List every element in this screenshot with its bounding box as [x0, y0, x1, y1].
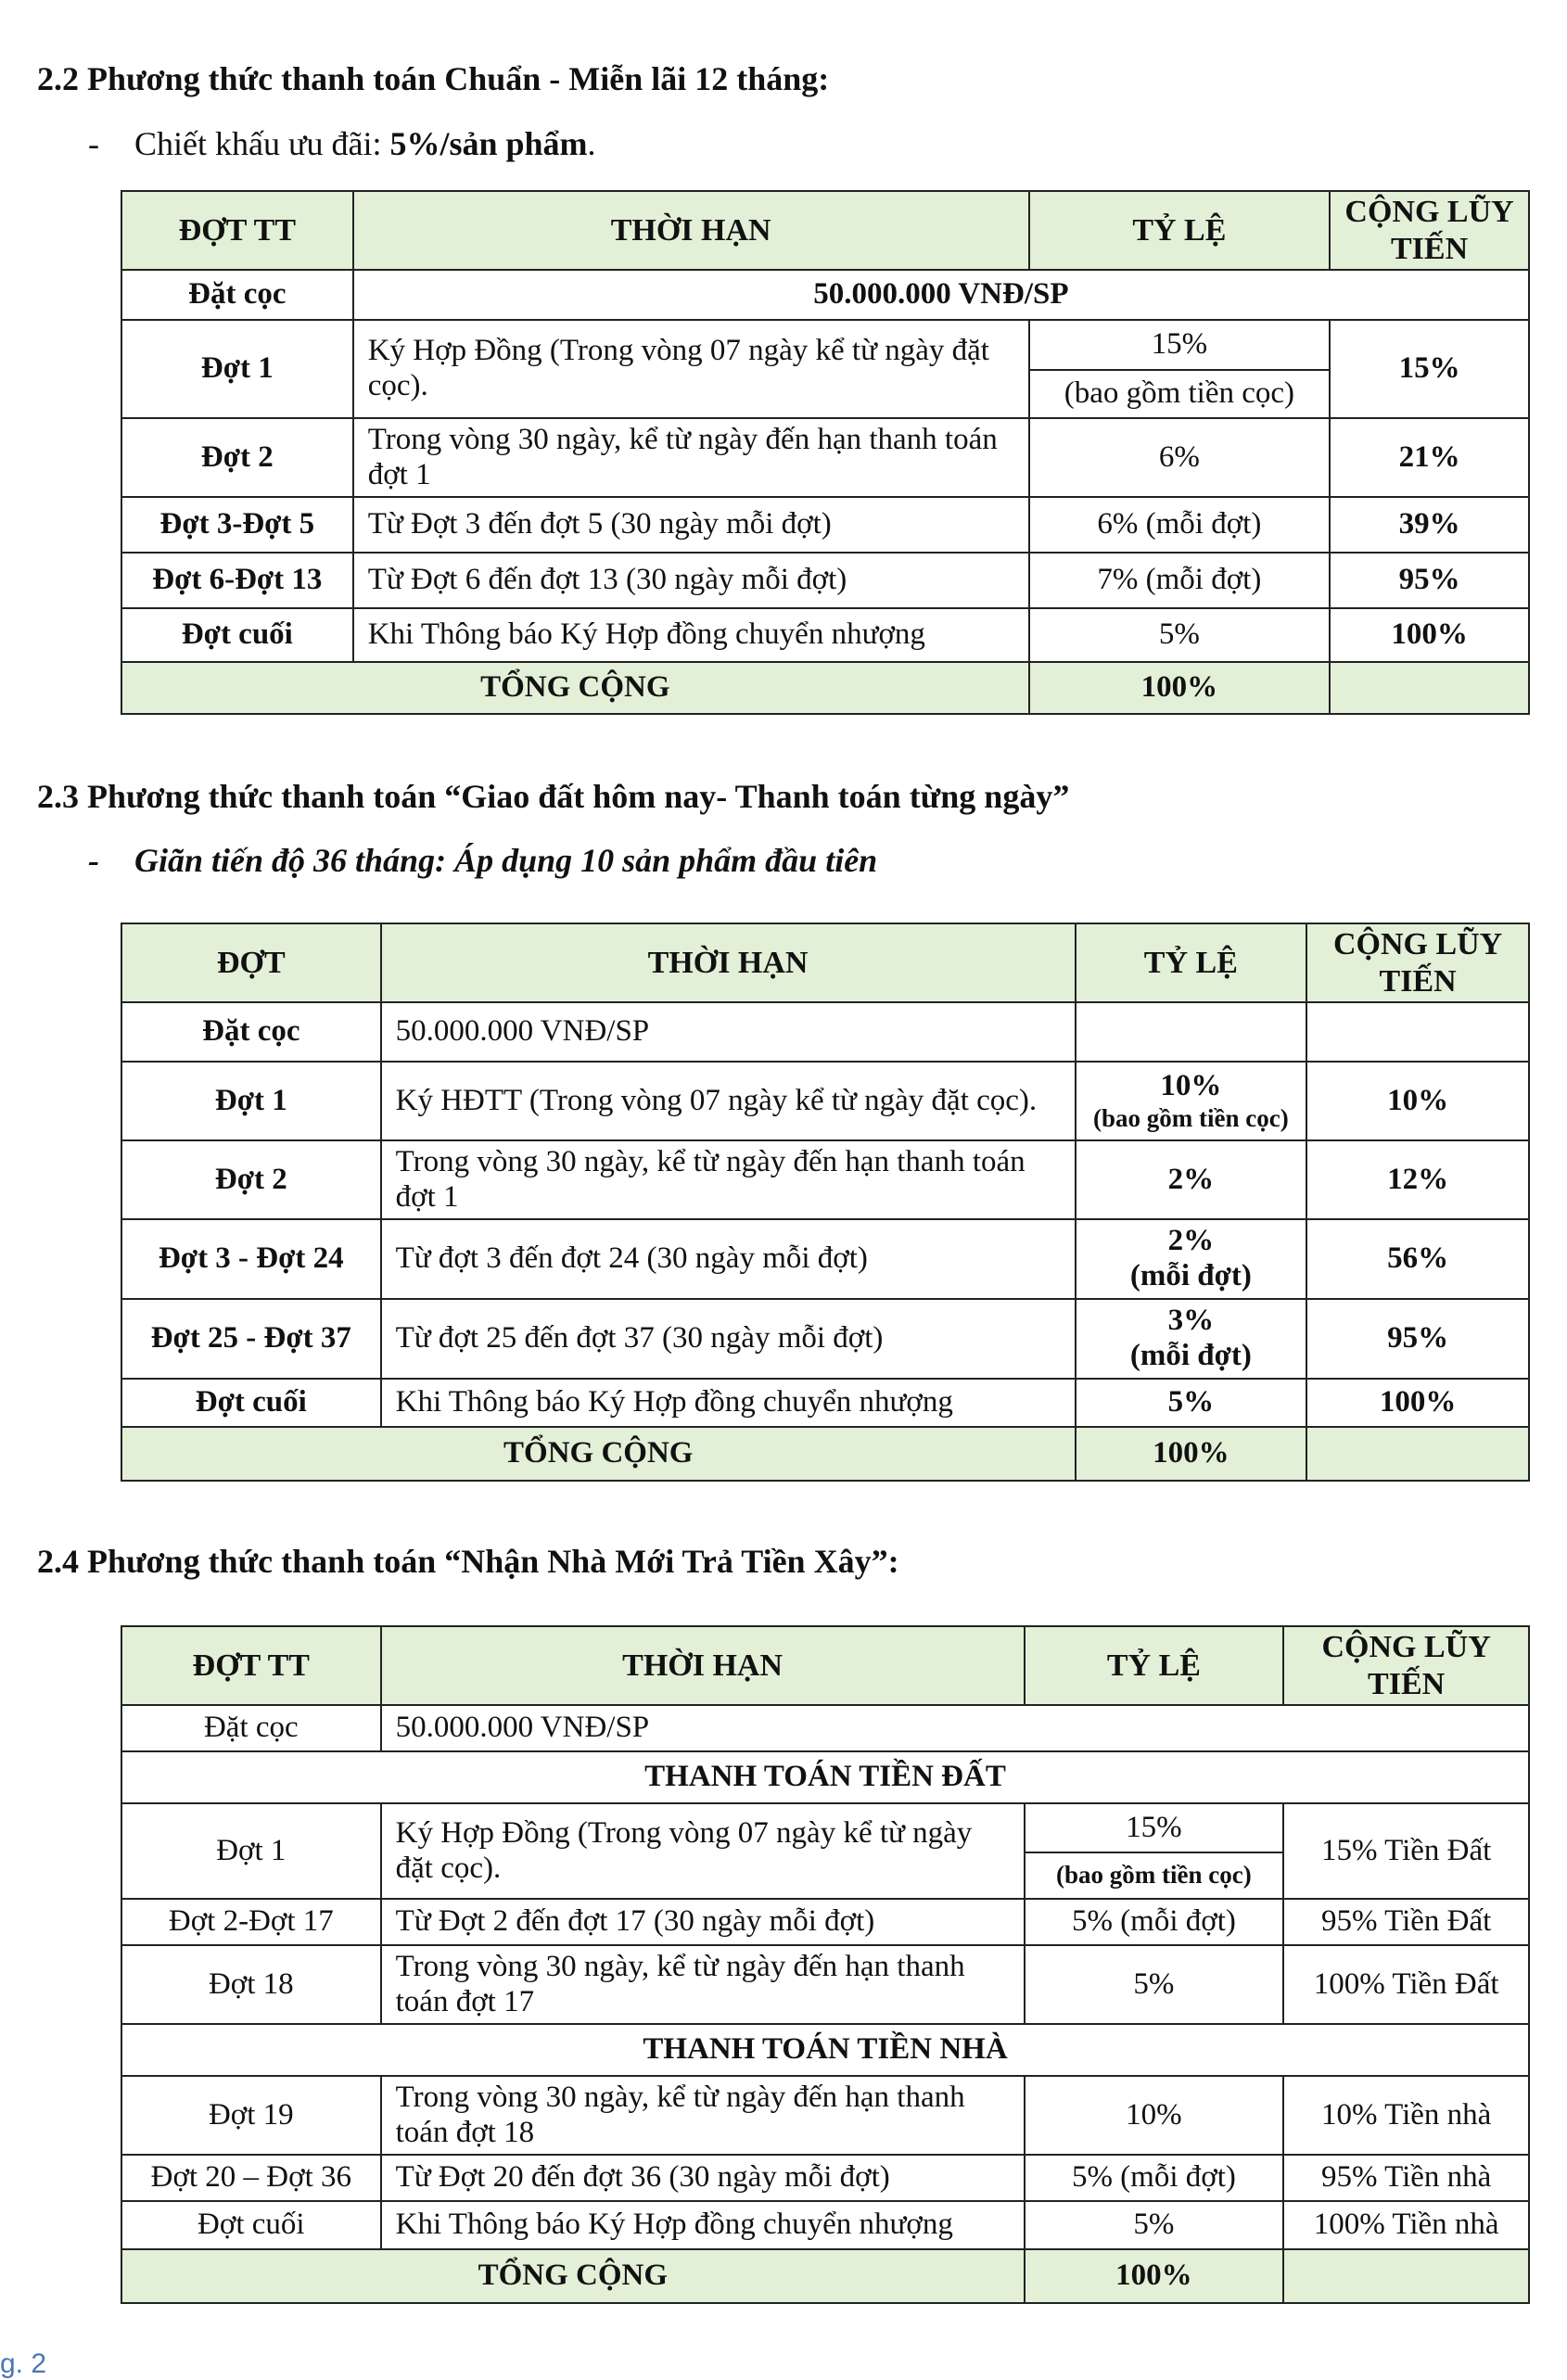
row-rate: 15% — [1029, 320, 1331, 370]
row-dot: Đợt 18 — [121, 1945, 381, 2024]
deposit-label: Đặt cọc — [121, 270, 353, 320]
table-row — [121, 320, 1529, 370]
row-rate: 5% — [1029, 608, 1331, 662]
land-payment-title: THANH TOÁN TIỀN ĐẤT — [121, 1751, 1529, 1803]
bullet-prefix: Chiết khấu ưu đãi: — [134, 125, 390, 162]
row-cum: 100% — [1330, 608, 1529, 662]
row-cum: 100% Tiền nhà — [1283, 2201, 1529, 2249]
header-cell: ĐỢT TT — [121, 191, 353, 270]
table-row — [121, 1140, 1529, 1219]
row-rate: 5% (mỗi đợt) — [1025, 2155, 1284, 2201]
row-dot: Đợt 3-Đợt 5 — [121, 497, 353, 553]
row-time: Từ Đợt 2 đến đợt 17 (30 ngày mỗi đợt) — [381, 1899, 1025, 1945]
row-rate-note: (bao gồm tiền cọc) — [1029, 370, 1331, 418]
table-row — [121, 1899, 1529, 1945]
table-row — [121, 1219, 1529, 1299]
total-empty — [1283, 2249, 1529, 2303]
table-row — [121, 1299, 1529, 1379]
row-dot: Đợt cuối — [121, 1379, 381, 1427]
bullet-bold: 5%/sản phẩm — [389, 125, 588, 162]
row-dot: Đợt cuối — [121, 2201, 381, 2249]
table-header-row — [121, 191, 1529, 270]
total-value: 100% — [1076, 1427, 1307, 1481]
row-time: Ký Hợp Đồng (Trong vòng 07 ngày kể từ ngày đặt cọc). — [353, 320, 1029, 418]
table-row — [121, 1945, 1529, 2024]
table-row — [121, 1803, 1529, 1852]
total-empty — [1306, 1427, 1529, 1481]
header-cell: THỜI HẠN — [353, 191, 1029, 270]
row-dot: Đợt 2 — [121, 1140, 381, 1219]
section-2-2-bullet: - Chiết khấu ưu đãi: 5%/sản phẩm. — [88, 125, 596, 162]
row-dot: Đợt 25 - Đợt 37 — [121, 1299, 381, 1379]
payment-table-2-2 — [121, 190, 1530, 715]
row-dot: Đợt 2 — [121, 418, 353, 497]
row-rate-cell — [1076, 1062, 1307, 1140]
header-cell: CỘNG LŨY TIẾN — [1330, 191, 1529, 270]
bullet-text: Giãn tiến độ 36 tháng: Áp dụng 10 sản phẩm đầu tiên — [134, 842, 878, 879]
row-dot: Đợt 1 — [121, 1062, 381, 1140]
section-2-2-heading: 2.2 Phương thức thanh toán Chuẩn - Miễn lãi 12 tháng: — [37, 60, 830, 97]
row-time: Ký HĐTT (Trong vòng 07 ngày kể từ ngày đặt cọc). — [381, 1062, 1076, 1140]
row-rate: 5% — [1076, 1379, 1307, 1427]
row-time: Khi Thông báo Ký Hợp đồng chuyển nhượng — [353, 608, 1029, 662]
row-rate: 7% (mỗi đợt) — [1029, 553, 1331, 608]
deposit-value: 50.000.000 VNĐ/SP — [381, 1002, 1076, 1062]
deposit-row — [121, 1002, 1529, 1062]
row-time: Từ đợt 25 đến đợt 37 (30 ngày mỗi đợt) — [381, 1299, 1076, 1379]
section-row — [121, 2024, 1529, 2076]
header-cell: TỶ LỆ — [1029, 191, 1331, 270]
header-cell: THỜI HẠN — [381, 923, 1076, 1002]
table-header-row — [121, 923, 1529, 1002]
header-cell: THỜI HẠN — [381, 1626, 1025, 1705]
row-time: Trong vòng 30 ngày, kể từ ngày đến hạn thanh toán đợt 18 — [381, 2076, 1025, 2155]
table-row — [121, 497, 1529, 553]
row-time: Ký Hợp Đồng (Trong vòng 07 ngày kể từ ngày đặt cọc). — [381, 1803, 1025, 1899]
section-2-4-heading: 2.4 Phương thức thanh toán “Nhận Nhà Mới Trả Tiền Xây”: — [37, 1543, 899, 1580]
row-cum: 12% — [1306, 1140, 1529, 1219]
total-label: TỔNG CỘNG — [121, 1427, 1076, 1481]
row-dot: Đợt 20 – Đợt 36 — [121, 2155, 381, 2201]
table-row — [121, 2201, 1529, 2249]
row-rate: 15% — [1025, 1803, 1284, 1852]
row-dot: Đợt 2-Đợt 17 — [121, 1899, 381, 1945]
row-rate-cell — [1076, 1299, 1307, 1379]
row-time: Từ đợt 3 đến đợt 24 (30 ngày mỗi đợt) — [381, 1219, 1076, 1299]
empty-cell — [1076, 1002, 1307, 1062]
row-rate: 5% — [1025, 1945, 1284, 2024]
total-row — [121, 1427, 1529, 1481]
row-time: Trong vòng 30 ngày, kể từ ngày đến hạn thanh toán đợt 1 — [381, 1140, 1076, 1219]
row-rate-note: (mỗi đợt) — [1129, 1259, 1252, 1292]
section-2-3-bullet: - Giãn tiến độ 36 tháng: Áp dụng 10 sản phẩm đầu tiên — [88, 842, 878, 879]
house-payment-title: THANH TOÁN TIỀN NHÀ — [121, 2024, 1529, 2076]
total-row — [121, 662, 1529, 714]
row-dot: Đợt 1 — [121, 1803, 381, 1899]
table-row — [121, 2155, 1529, 2201]
row-cum: 15% — [1330, 320, 1529, 418]
header-cell: TỶ LỆ — [1025, 1626, 1284, 1705]
row-dot: Đợt 6-Đợt 13 — [121, 553, 353, 608]
table-row — [121, 1062, 1529, 1140]
deposit-row — [121, 270, 1529, 320]
row-rate: 6% — [1029, 418, 1331, 497]
header-cell: ĐỢT TT — [121, 1626, 381, 1705]
total-empty — [1330, 662, 1529, 714]
table-header-row — [121, 1626, 1529, 1705]
row-rate: 2% — [1167, 1224, 1215, 1258]
total-value: 100% — [1029, 662, 1331, 714]
deposit-value: 50.000.000 VNĐ/SP — [381, 1705, 1529, 1751]
row-rate: 5% (mỗi đợt) — [1025, 1899, 1284, 1945]
row-dot: Đợt 1 — [121, 320, 353, 418]
row-dot: Đợt 3 - Đợt 24 — [121, 1219, 381, 1299]
row-rate: 3% — [1167, 1304, 1215, 1338]
row-rate: 5% — [1025, 2201, 1284, 2249]
header-cell: TỶ LỆ — [1076, 923, 1307, 1002]
payment-table-2-3 — [121, 923, 1530, 1482]
row-time: Từ Đợt 6 đến đợt 13 (30 ngày mỗi đợt) — [353, 553, 1029, 608]
row-time: Từ Đợt 3 đến đợt 5 (30 ngày mỗi đợt) — [353, 497, 1029, 553]
deposit-value: 50.000.000 VNĐ/SP — [353, 270, 1529, 320]
row-rate-note: (mỗi đợt) — [1129, 1339, 1252, 1372]
row-cum: 100% — [1306, 1379, 1529, 1427]
table-row — [121, 2076, 1529, 2155]
deposit-label: Đặt cọc — [121, 1705, 381, 1751]
deposit-row — [121, 1705, 1529, 1751]
table-row — [121, 553, 1529, 608]
section-2-3-heading: 2.3 Phương thức thanh toán “Giao đất hôm nay- Thanh toán từng ngày” — [37, 778, 1070, 815]
total-row — [121, 2249, 1529, 2303]
row-cum: 15% Tiền Đất — [1283, 1803, 1529, 1899]
row-cum: 10% — [1306, 1062, 1529, 1140]
row-rate-cell — [1076, 1219, 1307, 1299]
row-rate-note: (bao gồm tiền cọc) — [1025, 1852, 1284, 1899]
payment-table-2-4 — [121, 1625, 1530, 2304]
bullet-suffix: . — [587, 125, 596, 162]
row-dot: Đợt cuối — [121, 608, 353, 662]
row-time: Trong vòng 30 ngày, kể từ ngày đến hạn thanh toán đợt 1 — [353, 418, 1029, 497]
row-dot: Đợt 19 — [121, 2076, 381, 2155]
page-number: g. 2 — [0, 2348, 47, 2379]
table-row — [121, 608, 1529, 662]
section-row — [121, 1751, 1529, 1803]
row-cum: 95% — [1330, 553, 1529, 608]
row-time: Khi Thông báo Ký Hợp đồng chuyển nhượng — [381, 1379, 1076, 1427]
row-rate: 10% — [1025, 2076, 1284, 2155]
row-cum: 95% — [1306, 1299, 1529, 1379]
row-cum: 39% — [1330, 497, 1529, 553]
total-label: TỔNG CỘNG — [121, 2249, 1025, 2303]
row-rate-note: (bao gồm tiền cọc) — [1093, 1103, 1289, 1132]
deposit-label: Đặt cọc — [121, 1002, 381, 1062]
row-time: Khi Thông báo Ký Hợp đồng chuyển nhượng — [381, 2201, 1025, 2249]
row-time: Từ Đợt 20 đến đợt 36 (30 ngày mỗi đợt) — [381, 2155, 1025, 2201]
row-cum: 10% Tiền nhà — [1283, 2076, 1529, 2155]
total-label: TỔNG CỘNG — [121, 662, 1029, 714]
row-rate: 2% — [1076, 1140, 1307, 1219]
row-cum: 95% Tiền Đất — [1283, 1899, 1529, 1945]
row-rate: 6% (mỗi đợt) — [1029, 497, 1331, 553]
empty-cell — [1306, 1002, 1529, 1062]
header-cell: ĐỢT — [121, 923, 381, 1002]
row-cum: 56% — [1306, 1219, 1529, 1299]
row-cum: 100% Tiền Đất — [1283, 1945, 1529, 2024]
table-row — [121, 418, 1529, 497]
header-cell: CỘNG LŨY TIẾN — [1306, 923, 1529, 1002]
total-value: 100% — [1025, 2249, 1284, 2303]
table-row — [121, 1379, 1529, 1427]
row-cum: 95% Tiền nhà — [1283, 2155, 1529, 2201]
header-cell: CỘNG LŨY TIẾN — [1283, 1626, 1529, 1705]
row-rate: 10% — [1160, 1069, 1222, 1102]
row-cum: 21% — [1330, 418, 1529, 497]
row-time: Trong vòng 30 ngày, kể từ ngày đến hạn thanh toán đợt 17 — [381, 1945, 1025, 2024]
